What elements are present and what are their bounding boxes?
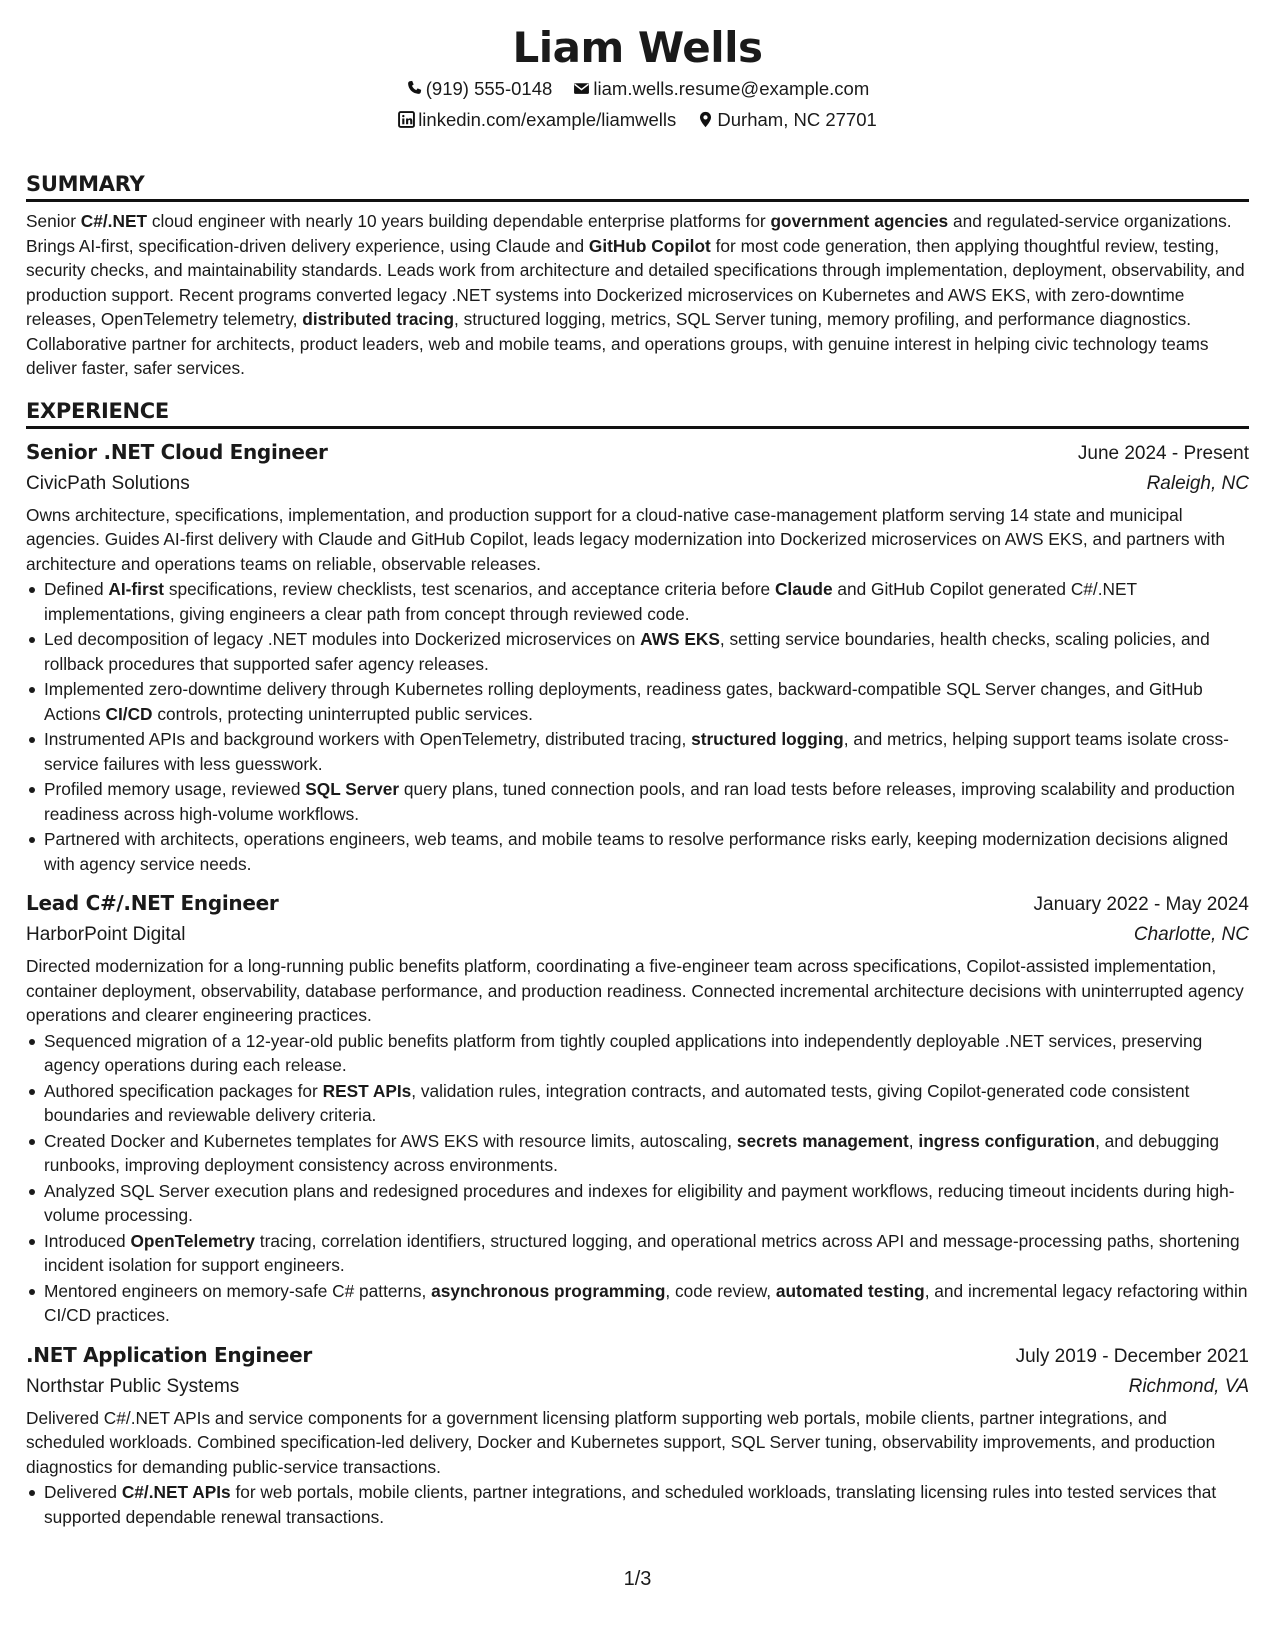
contact-line-1 bbox=[26, 76, 1249, 102]
bullet-item bbox=[44, 827, 1249, 876]
text-run: Defined bbox=[44, 579, 109, 599]
job-dates: January 2022 - May 2024 bbox=[1033, 894, 1249, 915]
job-dates: June 2024 - Present bbox=[1077, 442, 1249, 464]
bold-keyword: distributed tracing bbox=[302, 309, 454, 329]
phone-icon bbox=[406, 80, 423, 97]
job-location: Richmond, VA bbox=[1128, 1375, 1249, 1397]
job-dates: July 2019 - December 2021 bbox=[1015, 1345, 1249, 1367]
bullet-item bbox=[44, 1229, 1249, 1278]
candidate-name: Liam Wells bbox=[512, 23, 763, 72]
linkedin-icon bbox=[398, 111, 415, 128]
job-bullets bbox=[26, 1480, 1249, 1529]
email-text: liam.wells.resume@example.com bbox=[593, 78, 870, 99]
text-run: , bbox=[908, 1130, 919, 1151]
phone-text: (919) 555-0148 bbox=[425, 78, 553, 99]
bullet-item bbox=[44, 577, 1249, 626]
linkedin-item[interactable] bbox=[398, 107, 676, 133]
job-bullets bbox=[26, 1029, 1249, 1328]
text-run: Implemented zero-downtime delivery through Kubernetes rolling deployments, readiness gates, backward-compatible SQL Server changes, and GitHub Actions bbox=[44, 679, 1203, 724]
job-title: Lead C#/.NET Engineer bbox=[26, 891, 279, 915]
bullet-item bbox=[44, 627, 1249, 676]
text-run: Instrumented APIs and background workers with OpenTelemetry, distributed tracing, bbox=[44, 729, 692, 749]
bullet-item bbox=[44, 1129, 1249, 1178]
text-run: tracing, correlation identifiers, structured logging, and operational metrics across API and message-processing paths, shortening incident isolation for support engineers. bbox=[44, 1230, 1240, 1275]
text-run: , structured logging, metrics, SQL Server tuning, memory profiling, and performance diagnostics. Collaborative partner for architects, product leaders, web and mobile teams, and operations groups, with genuine interest in helping civic technology teams deliver faster, safer services. bbox=[26, 309, 1209, 378]
bullet-item bbox=[44, 727, 1249, 776]
job-subheader bbox=[26, 469, 1249, 499]
bold-keyword: government agencies bbox=[770, 211, 949, 231]
bold-keyword: AWS EKS bbox=[640, 629, 720, 649]
text-run: , validation rules, integration contracts, and automated tests, giving Copilot-generated code consistent boundaries and reviewable delivery criteria. bbox=[44, 1080, 1190, 1125]
job-entry bbox=[26, 437, 1249, 877]
bold-keyword: C#/.NET APIs bbox=[121, 1482, 231, 1502]
text-run: query plans, tuned connection pools, and ran load tests before releases, improving scalability and production readiness across high-volume workflows. bbox=[44, 779, 1235, 824]
bold-keyword: REST APIs bbox=[322, 1080, 412, 1101]
text-run: , and debugging runbooks, improving deployment consistency across environments. bbox=[44, 1130, 1220, 1175]
bullet-item bbox=[44, 1179, 1249, 1228]
job-location: Raleigh, NC bbox=[1146, 472, 1249, 494]
job-header bbox=[26, 1340, 1249, 1372]
bold-keyword: automated testing bbox=[775, 1280, 925, 1301]
job-title: Senior .NET Cloud Engineer bbox=[26, 439, 328, 464]
bold-keyword: CI/CD bbox=[105, 703, 153, 724]
bold-keyword: C#/.NET bbox=[80, 211, 148, 231]
experience-heading: EXPERIENCE bbox=[26, 397, 1249, 429]
text-run: Senior bbox=[26, 211, 81, 231]
job-location: Charlotte, NC bbox=[1133, 924, 1249, 945]
envelope-icon bbox=[573, 80, 590, 97]
bold-keyword: ingress configuration bbox=[918, 1130, 1096, 1151]
bold-keyword: GitHub Copilot bbox=[588, 235, 711, 256]
text-run: for web portals, mobile clients, partner integrations, and scheduled workloads, translating licensing rules into tested services that supported dependable renewal transactions. bbox=[44, 1482, 1217, 1527]
linkedin-text: linkedin.com/example/liamwells bbox=[418, 109, 677, 130]
job-title: .NET Application Engineer bbox=[26, 1342, 312, 1367]
job-header bbox=[26, 437, 1249, 469]
resume-page bbox=[26, 22, 1249, 1529]
bullet-item bbox=[44, 1029, 1249, 1078]
text-run: Sequenced migration of a 12-year-old public benefits platform from tightly coupled applications into independently deployable .NET services, preserving agency operations during each release. bbox=[44, 1030, 1203, 1075]
text-run: Mentored engineers on memory-safe C# patterns, bbox=[44, 1280, 432, 1301]
summary-heading: SUMMARY bbox=[26, 170, 1249, 202]
page-number: 1/3 bbox=[623, 1568, 652, 1590]
text-run: Partnered with architects, operations engineers, web teams, and mobile teams to resolve performance risks early, keeping modernization decisions aligned with agency service needs. bbox=[44, 829, 1229, 874]
text-run: for most code generation, then applying thoughtful review, testing, security checks, and maintainability standards. Leads work from architecture and detailed specifications through implementation, deployment, observability, and production support. Recent programs converted legacy .NET systems into Dockerized microservices on Kubernetes and AWS EKS, with zero-downtime releases, OpenTelemetry telemetry, bbox=[26, 235, 1245, 329]
bullet-item bbox=[44, 677, 1249, 726]
phone-item bbox=[406, 76, 553, 102]
text-run: Delivered bbox=[44, 1482, 122, 1502]
job-bullets bbox=[26, 577, 1249, 876]
text-run: and GitHub Copilot generated C#/.NET implementations, giving engineers a clear path from concept through reviewed code. bbox=[44, 579, 1137, 624]
summary-paragraph bbox=[26, 209, 1249, 381]
bold-keyword: Claude bbox=[774, 579, 833, 599]
location-text: Durham, NC 27701 bbox=[717, 109, 877, 130]
text-run: , code review, bbox=[665, 1280, 776, 1301]
bold-keyword: AI-first bbox=[108, 579, 165, 599]
bold-keyword: SQL Server bbox=[305, 779, 400, 799]
experience-list bbox=[26, 437, 1249, 1530]
job-summary: Delivered C#/.NET APIs and service components for a government licensing platform supporting web portals, mobile clients, partner integrations, and scheduled workloads. Combined specification-led delivery, Docker and Kubernetes support, SQL Server tuning, observability improvements, and production diagnostics for demanding public-service transactions. bbox=[26, 1407, 1216, 1477]
bold-keyword: secrets management bbox=[736, 1130, 909, 1151]
company-name: HarborPoint Digital bbox=[26, 924, 186, 945]
bold-keyword: OpenTelemetry bbox=[130, 1230, 255, 1251]
bold-keyword: asynchronous programming bbox=[431, 1280, 666, 1301]
company-name: Northstar Public Systems bbox=[26, 1375, 240, 1397]
job-summary: Directed modernization for a long-running public benefits platform, coordinating a five-engineer team across specifications, Copilot-assisted implementation, container deployment, observability, database performance, and production readiness. Connected incremental architecture decisions with uninterrupted agency operations and clearer engineering practices. bbox=[26, 956, 1244, 1025]
location-item bbox=[697, 107, 876, 133]
text-run: controls, protecting uninterrupted public services. bbox=[152, 703, 533, 724]
text-run: Introduced bbox=[44, 1230, 131, 1251]
text-run: cloud engineer with nearly 10 years building dependable enterprise platforms for bbox=[147, 211, 771, 231]
bullet-item bbox=[44, 1279, 1249, 1328]
text-run: , setting service boundaries, health checks, scaling policies, and rollback procedures that supported safer agency releases. bbox=[44, 629, 1210, 674]
text-run: and regulated-service organizations. Brings AI-first, specification-driven delivery experience, using Claude and bbox=[26, 211, 1232, 256]
job-subheader bbox=[26, 920, 1249, 950]
bullet-item bbox=[44, 1480, 1249, 1529]
job-subheader bbox=[26, 1372, 1249, 1402]
text-run: Created Docker and Kubernetes templates for AWS EKS with resource limits, autoscaling, bbox=[44, 1130, 737, 1151]
email-item[interactable] bbox=[573, 76, 869, 102]
text-run: , and metrics, helping support teams isolate cross-service failures with less guesswork. bbox=[44, 729, 1229, 774]
bold-keyword: structured logging bbox=[691, 729, 844, 749]
text-run: Profiled memory usage, reviewed bbox=[44, 779, 306, 799]
map-pin-icon bbox=[697, 111, 714, 128]
text-run: Authored specification packages for bbox=[44, 1080, 323, 1101]
text-run: Led decomposition of legacy .NET modules into Dockerized microservices on bbox=[44, 629, 641, 649]
text-run: , and incremental legacy refactoring within CI/CD practices. bbox=[44, 1280, 1248, 1325]
bullet-item bbox=[44, 777, 1249, 826]
job-header bbox=[26, 888, 1249, 920]
job-entry bbox=[26, 888, 1249, 1328]
company-name: CivicPath Solutions bbox=[26, 472, 190, 494]
text-run: specifications, review checklists, test scenarios, and acceptance criteria before bbox=[164, 579, 775, 599]
contact-line-2 bbox=[26, 107, 1249, 133]
text-run: Analyzed SQL Server execution plans and redesigned procedures and indexes for eligibility and payment workflows, reducing timeout incidents during high-volume processing. bbox=[44, 1180, 1235, 1225]
job-entry bbox=[26, 1340, 1249, 1530]
bullet-item bbox=[44, 1079, 1249, 1128]
job-summary: Owns architecture, specifications, implementation, and production support for a cloud-native case-management platform serving 14 state and municipal agencies. Guides AI-first delivery with Claude and GitHub Copilot, leads legacy modernization into Dockerized microservices on AWS EKS, and partners with architecture and operations teams on reliable, observable releases. bbox=[26, 504, 1226, 574]
